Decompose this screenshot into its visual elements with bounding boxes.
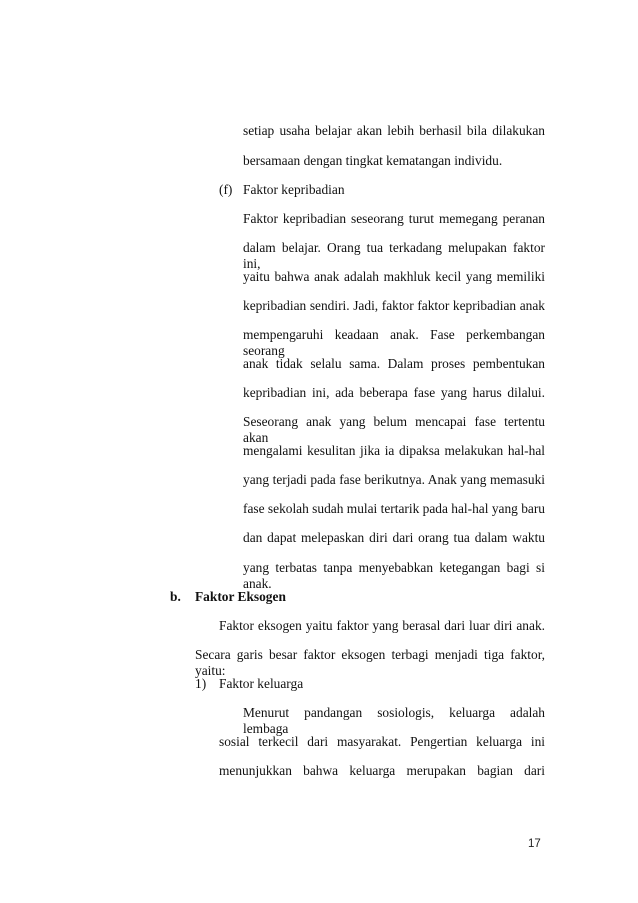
text-line: yang terbatas tanpa menyebabkan ketegangan bagi si anak. bbox=[243, 560, 545, 591]
subheading: Faktor kepribadian bbox=[243, 182, 345, 197]
text-line: kepribadian ini, ada beberapa fase yang harus dilalui. bbox=[243, 385, 545, 400]
text-line: mengalami kesulitan jika ia dipaksa melakukan hal-hal bbox=[243, 443, 545, 458]
text-line: bersamaan dengan tingkat kematangan individu. bbox=[243, 153, 503, 168]
section-marker: b. bbox=[170, 589, 181, 604]
text-line: mempengaruhi keadaan anak. Fase perkembangan seorang bbox=[243, 327, 545, 358]
subheading: Faktor keluarga bbox=[219, 676, 304, 691]
text-line: anak tidak selalu sama. Dalam proses pembentukan bbox=[243, 356, 545, 371]
text-line: yaitu bahwa anak adalah makhluk kecil yang memiliki bbox=[243, 269, 545, 284]
text-line: dalam belajar. Orang tua terkadang melupakan faktor ini, bbox=[243, 240, 545, 271]
text-line: Menurut pandangan sosiologis, keluarga adalah lembaga bbox=[243, 705, 545, 736]
page-number: 17 bbox=[528, 838, 541, 850]
list-marker: 1) bbox=[195, 676, 207, 691]
text-line: Seseorang anak yang belum mencapai fase tertentu akan bbox=[243, 414, 545, 445]
text-line: Faktor kepribadian seseorang turut memegang peranan bbox=[243, 211, 545, 226]
text-line: yang terjadi pada fase berikutnya. Anak yang memasuki bbox=[243, 472, 545, 487]
text-line: sosial terkecil dari masyarakat. Pengertian keluarga ini bbox=[219, 734, 545, 749]
text-line: dan dapat melepaskan diri dari orang tua dalam waktu bbox=[243, 530, 545, 545]
text-line: Secara garis besar faktor eksogen terbagi menjadi tiga faktor, yaitu: bbox=[195, 647, 545, 678]
text-line: kepribadian sendiri. Jadi, faktor faktor kepribadian anak bbox=[243, 298, 545, 313]
list-marker: (f) bbox=[219, 182, 233, 197]
text-line: setiap usaha belajar akan lebih berhasil bila dilakukan bbox=[243, 123, 545, 138]
section-heading: Faktor Eksogen bbox=[195, 589, 286, 604]
text-line: fase sekolah sudah mulai tertarik pada hal-hal yang baru bbox=[243, 501, 545, 516]
text-line: menunjukkan bahwa keluarga merupakan bagian dari bbox=[219, 763, 545, 778]
text-line: Faktor eksogen yaitu faktor yang berasal dari luar diri anak. bbox=[219, 618, 545, 633]
